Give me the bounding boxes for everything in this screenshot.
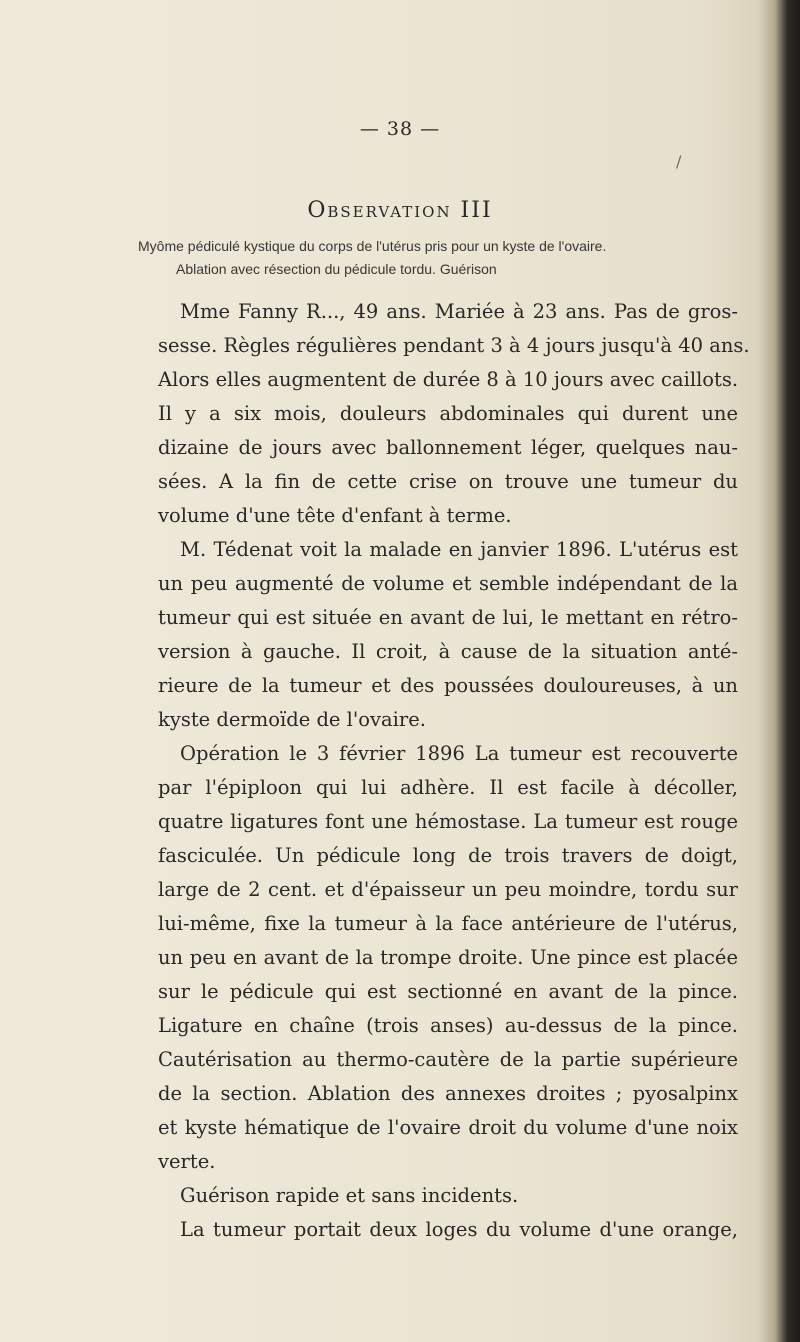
body-text-line: de la section. Ablation des annexes droites ; pyosalpinx <box>158 1082 738 1105</box>
observation-subtitle-line-2: Ablation avec résection du pédicule tordu. Guérison <box>176 261 497 277</box>
body-text-line: Cautérisation au thermo-cautère de la partie supérieure <box>158 1048 738 1071</box>
body-text-line: Guérison rapide et sans incidents. <box>180 1184 519 1207</box>
body-text-line: sur le pédicule qui est sectionné en avant de la pince. <box>158 980 738 1003</box>
body-text-line: M. Tédenat voit la malade en janvier 1896. L'utérus est <box>180 538 738 561</box>
body-text-line: fasciculée. Un pédicule long de trois travers de doigt, <box>158 844 738 867</box>
body-text-line: Il y a six mois, douleurs abdominales qui durent une <box>158 402 738 425</box>
body-text-line: un peu en avant de la trompe droite. Une pince est placée <box>158 946 738 969</box>
page-number: — 38 — <box>359 118 441 140</box>
body-text-line: sées. A la fin de cette crise on trouve une tumeur du <box>158 470 738 493</box>
body-text-line: Ligature en chaîne (trois anses) au-dessus de la pince. <box>158 1014 738 1037</box>
body-text-line: large de 2 cent. et d'épaisseur un peu moindre, tordu sur <box>158 878 738 901</box>
margin-mark: / <box>676 152 682 171</box>
body-text-line: Alors elles augmentent de durée 8 à 10 jours avec caillots. <box>158 368 739 391</box>
body-text-line: volume d'une tête d'enfant à terme. <box>158 504 512 527</box>
body-text-line: tumeur qui est située en avant de lui, le mettant en rétro- <box>158 606 738 629</box>
body-text-line: version à gauche. Il croit, à cause de la situation anté- <box>158 640 738 663</box>
body-text-line: kyste dermoïde de l'ovaire. <box>158 708 426 731</box>
body-text-line: rieure de la tumeur et des poussées douloureuses, à un <box>158 674 738 697</box>
body-text-line: lui-même, fixe la tumeur à la face antérieure de l'utérus, <box>158 912 738 935</box>
body-text-line: dizaine de jours avec ballonnement léger, quelques nau- <box>158 436 738 459</box>
observation-title: Observation III <box>307 198 493 223</box>
body-text-line: un peu augmenté de volume et semble indépendant de la <box>158 572 738 595</box>
body-text-line: et kyste hématique de l'ovaire droit du volume d'une noix <box>158 1116 738 1139</box>
body-text-line: Opération le 3 février 1896 La tumeur est recouverte <box>180 742 738 765</box>
body-text-line: quatre ligatures font une hémostase. La tumeur est rouge <box>158 810 738 833</box>
observation-subtitle-line-1: Myôme pédiculé kystique du corps de l'utérus pris pour un kyste de l'ovaire. <box>138 238 607 254</box>
body-text-line: verte. <box>158 1150 216 1173</box>
body-text-line: La tumeur portait deux loges du volume d'une orange, <box>180 1218 738 1241</box>
body-text-line: sesse. Règles régulières pendant 3 à 4 jours jusqu'à 40 ans. <box>158 334 750 357</box>
body-text-line: par l'épiploon qui lui adhère. Il est facile à décoller, <box>158 776 738 799</box>
body-text-line: Mme Fanny R..., 49 ans. Mariée à 23 ans. Pas de gros- <box>180 300 738 323</box>
